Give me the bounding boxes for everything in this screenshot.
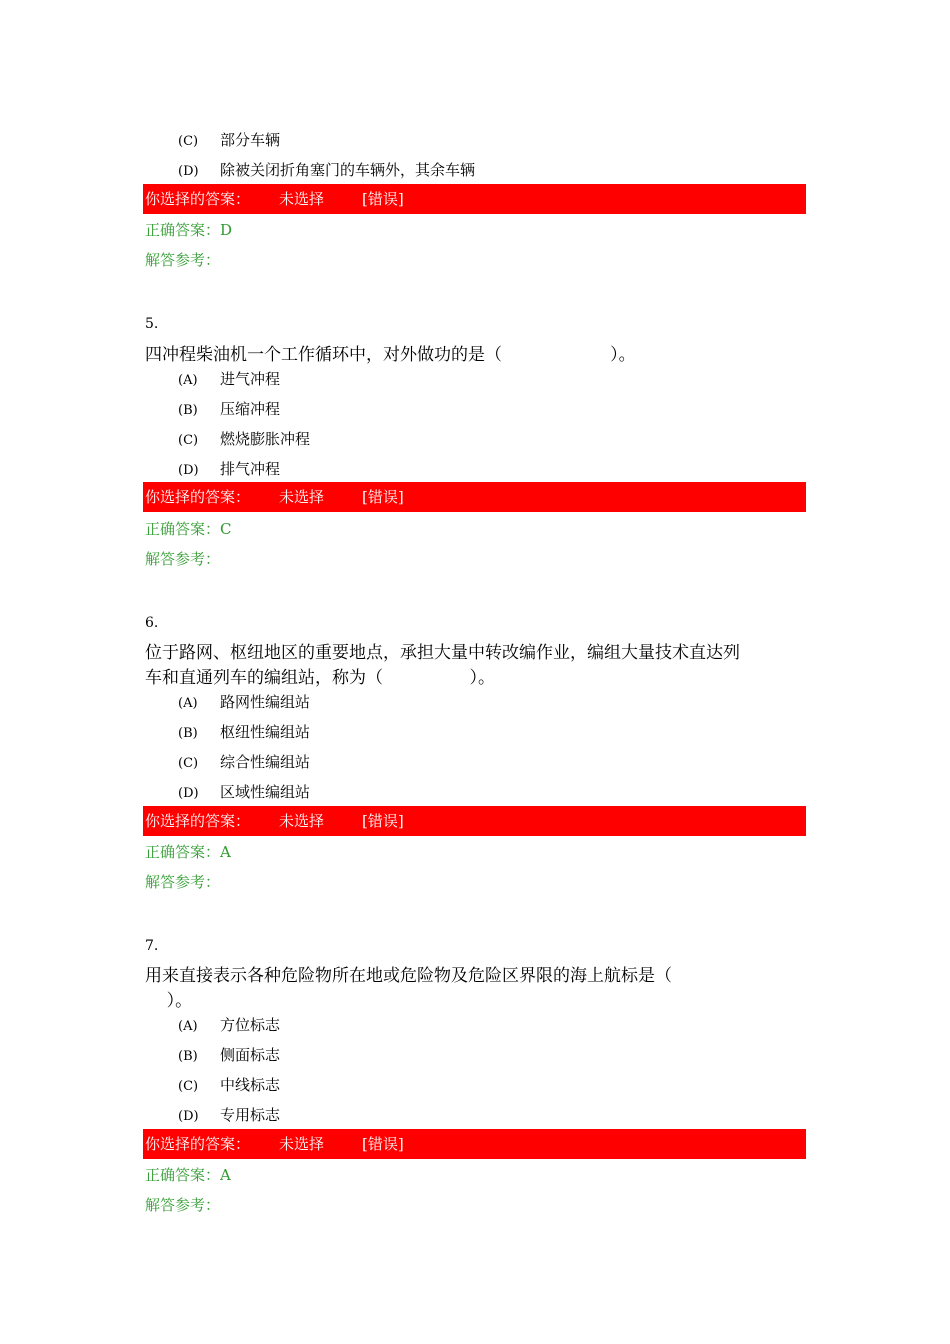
option-d[interactable] (178, 781, 310, 802)
option-letter: (B) (178, 726, 198, 741)
verdict-badge: [错误] (362, 812, 404, 830)
option-d[interactable] (178, 1104, 280, 1125)
your-answer-bar (143, 482, 806, 512)
question-text: 车和直通列车的编组站，称为（ ）。 (145, 668, 495, 688)
your-answer-label: 你选择的答案： (145, 488, 251, 506)
option-letter: (C) (178, 756, 199, 771)
correct-answer: 正确答案：A (145, 1166, 231, 1184)
reference-label: 解答参考： (145, 550, 221, 568)
question-text: 用来直接表示各种危险物所在地或危险物及危险区界限的海上航标是（ (145, 966, 672, 986)
reference-label: 解答参考： (145, 251, 221, 269)
option-letter: (A) (178, 1019, 198, 1034)
option-text: 路网性编组站 (220, 693, 311, 711)
verdict-badge: [错误] (362, 1135, 404, 1153)
your-answer-label: 你选择的答案： (145, 190, 251, 208)
option-d[interactable] (178, 159, 475, 180)
option-text: 除被关闭折角塞门的车辆外，其余车辆 (220, 161, 476, 179)
option-a[interactable] (178, 1014, 280, 1035)
question-number: 5. (145, 316, 159, 332)
option-c[interactable] (178, 129, 280, 150)
option-letter: (D) (178, 786, 199, 801)
your-answer-label: 你选择的答案： (145, 812, 251, 830)
your-answer-bar (143, 184, 806, 214)
reference-label: 解答参考： (145, 1196, 221, 1214)
option-text: 方位标志 (220, 1016, 281, 1034)
verdict-badge: [错误] (362, 190, 404, 208)
option-letter: (D) (178, 164, 199, 179)
option-b[interactable] (178, 721, 310, 742)
option-text: 侧面标志 (220, 1046, 281, 1064)
question-number: 6. (145, 615, 159, 631)
option-c[interactable] (178, 751, 310, 772)
option-text: 部分车辆 (220, 131, 281, 149)
option-text: 排气冲程 (220, 460, 281, 478)
question-text: ）。 (145, 991, 193, 1011)
option-letter: (A) (178, 373, 198, 388)
reference-label: 解答参考： (145, 873, 221, 891)
option-text: 燃烧膨胀冲程 (220, 430, 311, 448)
option-b[interactable] (178, 1044, 280, 1065)
your-answer-value: 未选择 (279, 812, 325, 830)
option-text: 压缩冲程 (220, 400, 281, 418)
option-letter: (A) (178, 696, 198, 711)
option-letter: (C) (178, 1079, 199, 1094)
option-a[interactable] (178, 691, 310, 712)
question-text: 位于路网、枢纽地区的重要地点，承担大量中转改编作业，编组大量技术直达列 (145, 643, 740, 663)
question-text: 四冲程柴油机一个工作循环中，对外做功的是（ ）。 (145, 345, 636, 365)
option-letter: (B) (178, 1049, 198, 1064)
option-d[interactable] (178, 458, 280, 479)
option-text: 区域性编组站 (220, 783, 311, 801)
option-letter: (D) (178, 463, 199, 478)
your-answer-value: 未选择 (279, 190, 325, 208)
question-number: 7. (145, 938, 159, 954)
option-letter: (C) (178, 134, 199, 149)
option-text: 综合性编组站 (220, 753, 311, 771)
option-letter: (C) (178, 433, 199, 448)
your-answer-bar (143, 806, 806, 836)
option-text: 进气冲程 (220, 370, 281, 388)
correct-answer: 正确答案：A (145, 843, 231, 861)
your-answer-value: 未选择 (279, 1135, 325, 1153)
option-c[interactable] (178, 428, 310, 449)
your-answer-label: 你选择的答案： (145, 1135, 251, 1153)
option-text: 专用标志 (220, 1106, 281, 1124)
option-c[interactable] (178, 1074, 280, 1095)
correct-answer: 正确答案：D (145, 221, 233, 239)
your-answer-value: 未选择 (279, 488, 325, 506)
correct-answer: 正确答案：C (145, 520, 232, 538)
option-letter: (D) (178, 1109, 199, 1124)
option-text: 枢纽性编组站 (220, 723, 311, 741)
option-text: 中线标志 (220, 1076, 281, 1094)
your-answer-bar (143, 1129, 806, 1159)
option-letter: (B) (178, 403, 198, 418)
option-b[interactable] (178, 398, 280, 419)
option-a[interactable] (178, 368, 280, 389)
verdict-badge: [错误] (362, 488, 404, 506)
